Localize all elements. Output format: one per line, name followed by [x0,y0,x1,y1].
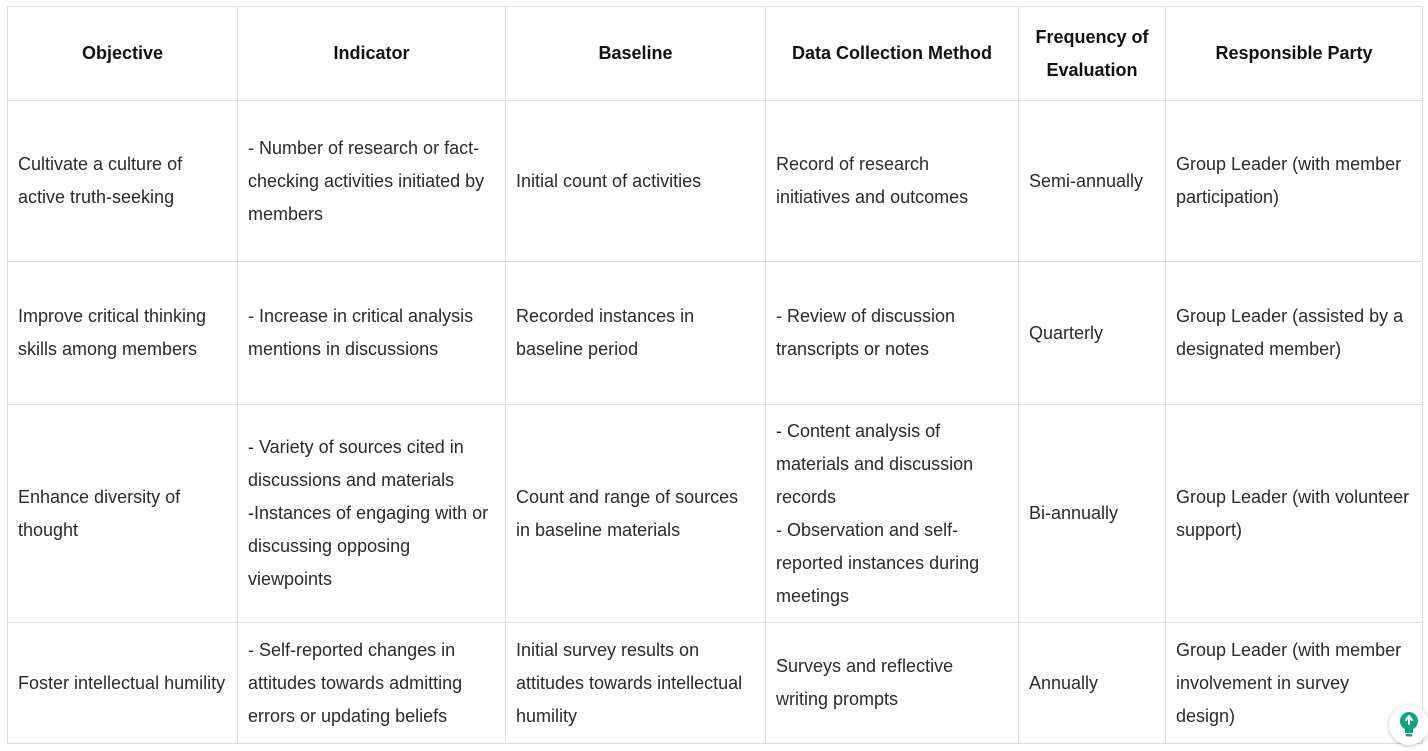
cell-method [766,623,1019,744]
cell-baseline: Initial count of activities [506,101,766,262]
cell-baseline: Count and range of sources in baseline materials [506,405,766,623]
cell-indicator [238,262,506,405]
column-header-objective: Objective [8,7,238,101]
cell-indicator [238,101,506,262]
indicator-line: - Self-reported changes in attitudes towards admitting errors or updating beliefs [248,639,463,726]
cell-responsible: Group Leader (with member involvement in survey design) [1166,623,1423,744]
cell-method [766,262,1019,405]
evaluation-table [7,6,1423,744]
method-line: Surveys and reflective writing prompts [776,656,954,709]
cell-indicator [238,623,506,744]
column-header-indicator: Indicator [238,7,506,101]
indicator-line: - Variety of sources cited in discussions and materials [248,437,464,490]
method-line: - Review of discussion transcripts or notes [776,306,956,359]
lightbulb-icon [1397,711,1421,739]
cell-frequency: Semi-annually [1019,101,1166,262]
assistant-button[interactable] [1389,705,1428,745]
table-row [8,101,1423,262]
method-line: - Content analysis of materials and discussion records [776,420,974,507]
column-header-responsible-party: Responsible Party [1166,7,1423,101]
cell-responsible: Group Leader (with volunteer support) [1166,405,1423,623]
table-header-row [8,7,1423,101]
cell-frequency: Annually [1019,623,1166,744]
cell-responsible: Group Leader (assisted by a designated member) [1166,262,1423,405]
cell-baseline: Initial survey results on attitudes towards intellectual humility [506,623,766,744]
cell-method [766,405,1019,623]
table-row [8,623,1423,744]
cell-frequency: Quarterly [1019,262,1166,405]
indicator-line: - Increase in critical analysis mentions in discussions [248,306,474,359]
cell-frequency: Bi-annually [1019,405,1166,623]
column-header-baseline: Baseline [506,7,766,101]
indicator-line: -Instances of engaging with or discussing opposing viewpoints [248,503,489,589]
cell-method [766,101,1019,262]
method-line: - Observation and self-reported instances during meetings [776,519,980,606]
cell-objective: Foster intellectual humility [8,623,238,744]
cell-objective: Improve critical thinking skills among members [8,262,238,405]
table-row [8,262,1423,405]
method-line: Record of research initiatives and outcomes [776,154,969,207]
cell-objective: Cultivate a culture of active truth-seeking [8,101,238,262]
indicator-line: - Number of research or fact-checking activities initiated by members [248,137,485,224]
cell-baseline: Recorded instances in baseline period [506,262,766,405]
evaluation-table-container [7,6,1422,744]
cell-responsible: Group Leader (with member participation) [1166,101,1423,262]
column-header-frequency: Frequency of Evaluation [1019,7,1166,101]
table-row [8,405,1423,623]
column-header-data-collection-method: Data Collection Method [766,7,1019,101]
cell-objective: Enhance diversity of thought [8,405,238,623]
cell-indicator [238,405,506,623]
